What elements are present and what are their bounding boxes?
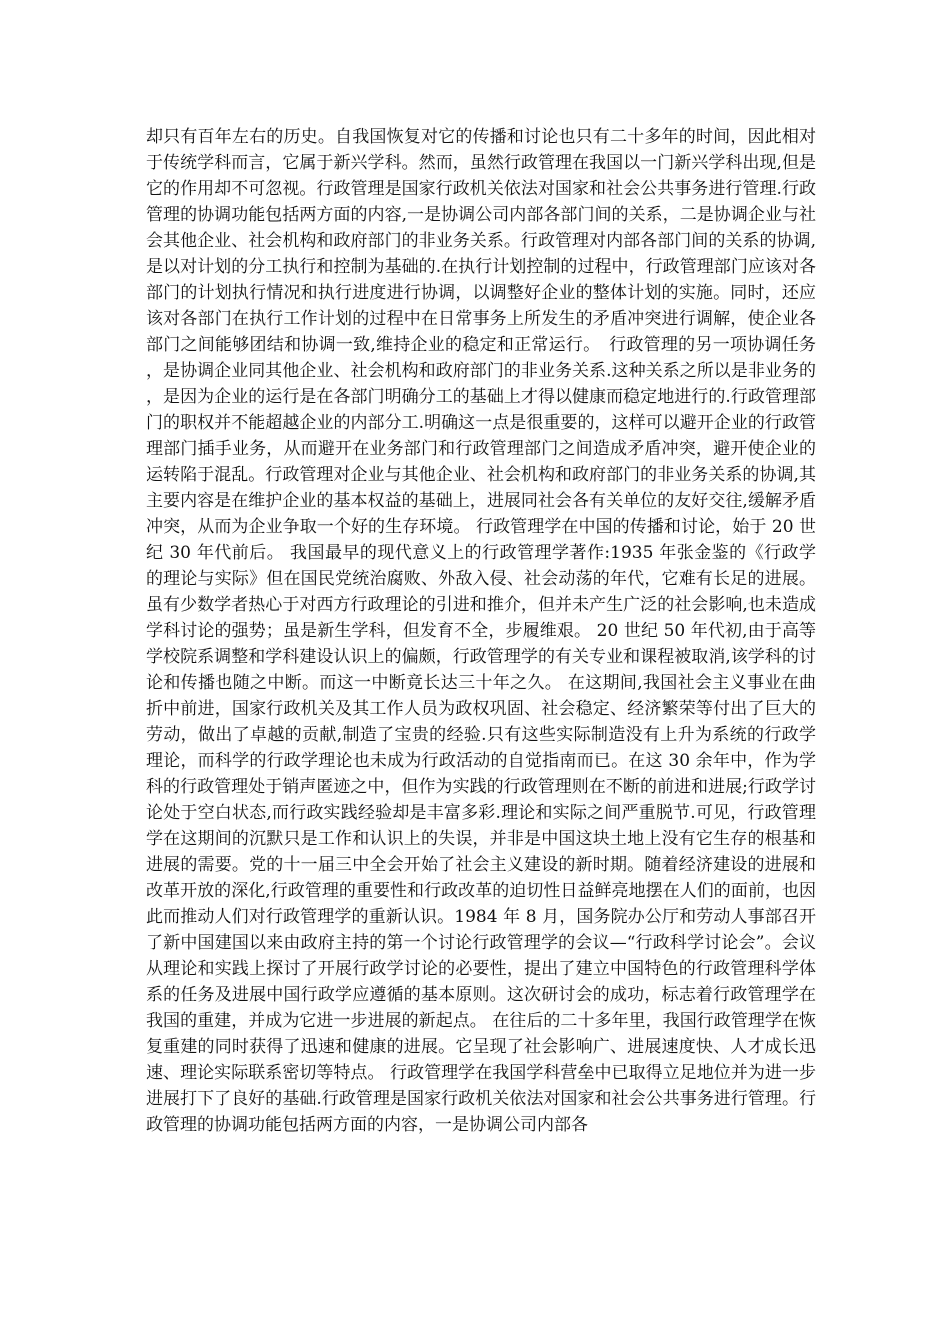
body-paragraph: 却只有百年左右的历史。自我国恢复对它的传播和讨论也只有二十多年的时间，因此相对于传统学科而言，它属于新兴学科。然而，虽然行政管理在我国以一门新兴学科出现,但是它的作用却不可忽视。行政管理是国家行政机关依法对国家和社会公共事务进行管理.行政管理的协调功能包括两方面的内容,一是协调公司内部各部门间的关系，二是协调企业与社会其他企业、社会机构和政府部门的非业务关系。行政管理对内部各部门间的关系的协调,是以对计划的分工执行和控制为基础的.在执行计划控制的过程中，行政管理部门应该对各部门的计划执行情况和执行进度进行协调，以调整好企业的整体计划的实施。同时，还应该对各部门在执行工作计划的过程中在日常事务上所发生的矛盾冲突进行调解，使企业各部门之间能够团结和协调一致,维持企业的稳定和正常运行。 行政管理的另一项协调任务，是协调企业同其他企业、社会机构和政府部门的非业务关系.这种关系之所以是非业务的，是因为企业的运行是在各部门明确分工的基础上才得以健康而稳定地进行的.行政管理部门的职权并不能超越企业的内部分工.明确这一点是很重要的，这样可以避开企业的行政管理部门插手业务，从而避开在业务部门和行政管理部门之间造成矛盾冲突，避开使企业的运转陷于混乱。行政管理对企业与其他企业、社会机构和政府部门的非业务关系的协调,其主要内容是在维护企业的基本权益的基础上，进展同社会各有关单位的友好交往,缓解矛盾冲突，从而为企业争取一个好的生存环境。 行政管理学在中国的传播和讨论，始于 20 世纪 30 年代前后。 我国最早的现代意义上的行政管理学著作:1935 年张金鉴的《行政学的理论与实际》但在国民党统治腐败、外敌入侵、社会动荡的年代，它难有长足的进展。虽有少数学者热心于对西方行政理论的引进和推介，但并未产生广泛的社会影响,也未造成学科讨论的强势；虽是新生学科，但发育不全，步履维艰。 20 世纪 50 年代初,由于高等学校院系调整和学科建设认识上的偏颇，行政管理学的有关专业和课程被取消,该学科的讨论和传播也随之中断。而这一中断竟长达三十年之久。 在这期间,我国社会主义事业在曲折中前进，国家行政机关及其工作人员为政权巩固、社会稳定、经济繁荣等付出了巨大的劳动，做出了卓越的贡献,制造了宝贵的经验.只有这些实际制造没有上升为系统的行政学理论，而科学的行政学理论也未成为行政活动的自觉指南而已。在这 30 余年中，作为学科的行政管理处于销声匿迹之中，但作为实践的行政管理则在不断的前进和进展;行政学讨论处于空白状态,而行政实践经验却是丰富多彩.理论和实际之间严重脱节.可见，行政管理学在这期间的沉默只是工作和认识上的失误，并非是中国这块土地上没有它生存的根基和进展的需要。党的十一届三中全会开始了社会主义建设的新时期。随着经济建设的进展和改革开放的深化,行政管理的重要性和行政改革的迫切性日益鲜亮地摆在人们的面前，也因此而推动人们对行政管理学的重新认识。1984 年 8 月，国务院办公厅和劳动人事部召开了新中国建国以来由政府主持的第一个讨论行政管理学的会议—“行政科学讨论会”。会议从理论和实践上探讨了开展行政学讨论的必要性，提出了建立中国特色的行政管理科学体系的任务及进展中国行政学应遵循的基本原则。这次研讨会的成功，标志着行政管理学在我国的重建，并成为它进一步进展的新起点。 在往后的二十多年里，我国行政管理学在恢复重建的同时获得了迅速和健康的进展。它呈现了社会影响广、进展速度快、人才成长迅速、理论实际联系密切等特点。 行政管理学在我国学科营垒中已取得立足地位并为进一步进展打下了良好的基础.行政管理是国家行政机关依法对国家和社会公共事务进行管理。行政管理的协调功能包括两方面的内容，一是协调公司内部各 — [146, 127, 816, 1135]
